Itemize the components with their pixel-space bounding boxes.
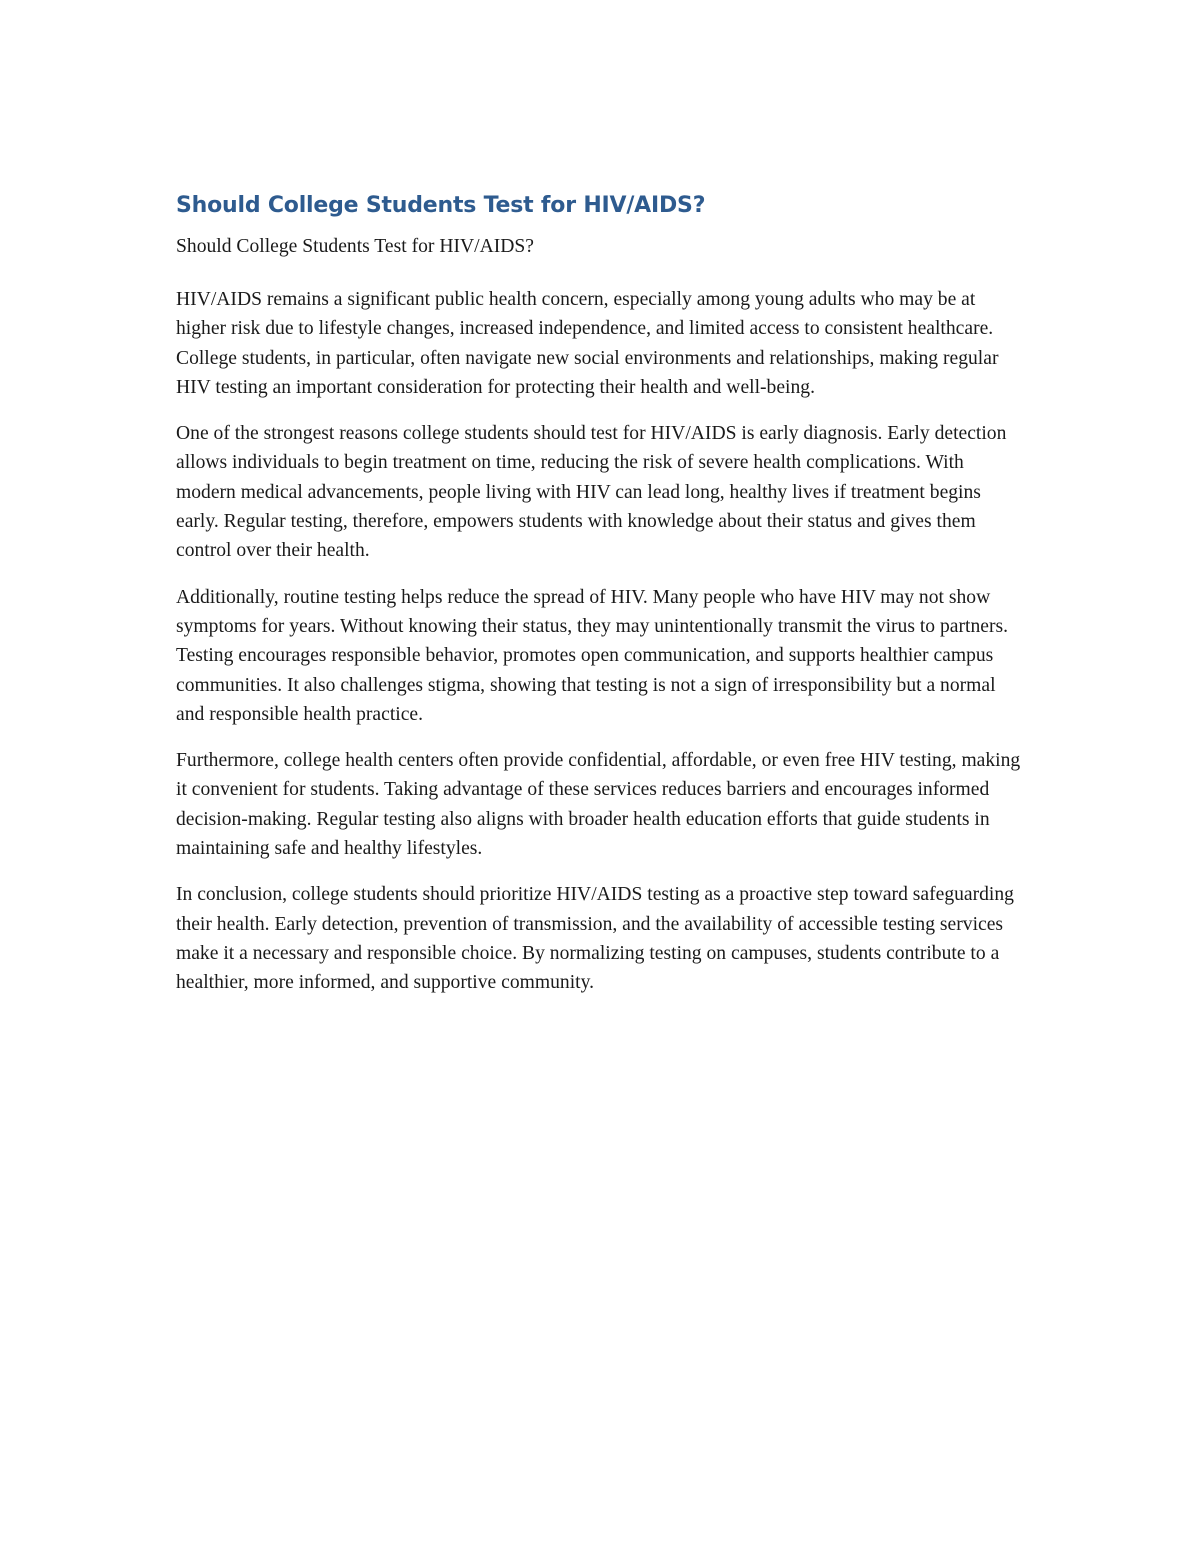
document-subtitle: Should College Students Test for HIV/AIDS? [176, 236, 535, 257]
paragraph-introduction: HIV/AIDS remains a significant public health concern, especially among young adults who may be at higher risk due to lifestyle changes, increased independence, and limited access to consistent healthcare. College students, in particular, often navigate new social environments and relationships, making regular HIV testing an important consideration for protecting their health and well-being. [176, 289, 999, 398]
paragraph-health-centers: Furthermore, college health centers often provide confidential, affordable, or even free HIV testing, making it convenient for students. Taking advantage of these services reduces barriers and encourages informed decision-making. Regular testing also aligns with broader health education efforts that guide students in maintaining safe and healthy lifestyles. [176, 750, 1021, 860]
document-body [176, 190, 1028, 1015]
paragraph-conclusion: In conclusion, college students should prioritize HIV/AIDS testing as a proactive step toward safeguarding their health. Early detection, prevention of transmission, and the availability of accessible testing services make it a necessary and responsible choice. By normalizing testing on campuses, students contribute to a healthier, more informed, and supportive community. [176, 884, 1014, 994]
paragraph-reduce-spread: Additionally, routine testing helps reduce the spread of HIV. Many people who have HIV may not show symptoms for years. Without knowing their status, they may unintentionally transmit the virus to partners. Testing encourages responsible behavior, promotes open communication, and supports healthier campus communities. It also challenges stigma, showing that testing is not a sign of irresponsibility but a normal and responsible health practice. [176, 586, 1009, 725]
document-title: Should College Students Test for HIV/AIDS? [176, 193, 706, 218]
paragraph-early-diagnosis: One of the strongest reasons college students should test for HIV/AIDS is early diagnosis. Early detection allows individuals to begin treatment on time, reducing the risk of severe health complications. With modern medical advancements, people living with HIV can lead long, healthy lives if treatment begins early. Regular testing, therefore, empowers students with knowledge about their status and gives them control over their health. [176, 423, 1007, 562]
